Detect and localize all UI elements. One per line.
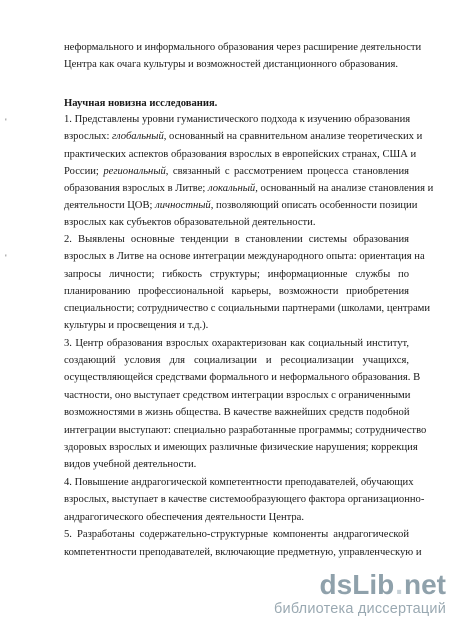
text-run: , связанный с рассмотрением процесса становления (165, 166, 409, 177)
text-line: 5. Разработаны содержательно-структурные компоненты андрагогической (64, 529, 409, 540)
text-run: , позволяющий описать особенности позиции (210, 200, 418, 211)
text-line: взрослых в Литве на основе интеграции международного опыта: ориентация на (64, 251, 425, 262)
text-line (64, 199, 418, 212)
text-line: 1. Представлены уровни гуманистического подхода к изучению образования (64, 114, 411, 125)
text-line: 2. Выявлены основные тенденции в становлении системы образования (64, 234, 409, 245)
italic-term: личностный (155, 200, 211, 211)
text-line: культуры и просвещения и т.д.). (64, 320, 209, 331)
text-run: России; (64, 166, 104, 177)
text-line: возможностями в жизнь общества. В качестве важнейших средств подобной (64, 407, 410, 418)
text-run: образования взрослых в Литве; (64, 183, 208, 194)
text-line (64, 182, 434, 195)
text-line: Центра как очага культуры и возможностей дистанционного образования. (64, 59, 398, 70)
margin-mark: ' (5, 117, 7, 127)
text-line: запросы личности; гибкость структуры; информационные службы по (64, 269, 409, 280)
text-line: неформального и информального образования через расширение деятельности (64, 42, 422, 53)
text-line: осуществляющейся средствами формального и неформального образования. В (64, 372, 421, 383)
text-line: создающий условия для социализации и ресоциализации учащихся, (64, 355, 409, 366)
text-run: деятельности ЦОВ; (64, 200, 156, 211)
text-line: здоровых взрослых и имеющих различные физические нарушения; коррекция (64, 442, 418, 453)
text-run: , основанный на анализе становления и (255, 183, 434, 194)
text-line (64, 130, 423, 143)
text-line: взрослых как субъектов образовательной деятельности. (64, 217, 316, 228)
text-run: , основанный на сравнительном анализе теоретических и (163, 131, 423, 142)
italic-term: глобальный (112, 131, 164, 142)
italic-term: региональный (103, 166, 166, 177)
text-line: 4. Повышение андрагогической компетентности преподавателей, обучающих (64, 477, 414, 488)
text-run: взрослых: (64, 131, 113, 142)
margin-mark: ' (5, 253, 7, 263)
logo-text: net (404, 569, 446, 600)
italic-term: локальный (208, 183, 256, 194)
text-line: взрослых, выступает в качестве системообразующего фактора организационно- (64, 494, 425, 505)
text-line: специальности; сотрудничество с социальными партнерами (школами, центрами (64, 303, 431, 314)
text-line: интеграции выступают: специально разработанные программы; сотрудничество (64, 425, 427, 436)
text-line: практических аспектов образования взрослых в европейских странах, США и (64, 149, 417, 160)
logo-text: dsLib (319, 569, 395, 600)
text-line (64, 165, 409, 178)
logo-dot: . (395, 569, 403, 600)
text-line: планированию профессиональной карьеры, возможности приобретения (64, 286, 409, 297)
text-line: андрагогического обеспечения деятельности Центра. (64, 512, 305, 523)
watermark (262, 570, 448, 618)
section-heading: Научная новизна исследования. (64, 98, 218, 109)
text-line: видов учебной деятельности. (64, 459, 197, 470)
text-line: компетентности преподавателей, включающие предметную, управленческую и (64, 547, 422, 558)
watermark-logo (262, 570, 446, 600)
text-line: частности, оно выступает средством интеграции взрослых с ограниченными (64, 390, 411, 401)
text-line: 3. Центр образования взрослых охарактеризован как социальный институт, (64, 338, 409, 349)
watermark-subtitle: библиотека диссертаций (274, 601, 446, 617)
